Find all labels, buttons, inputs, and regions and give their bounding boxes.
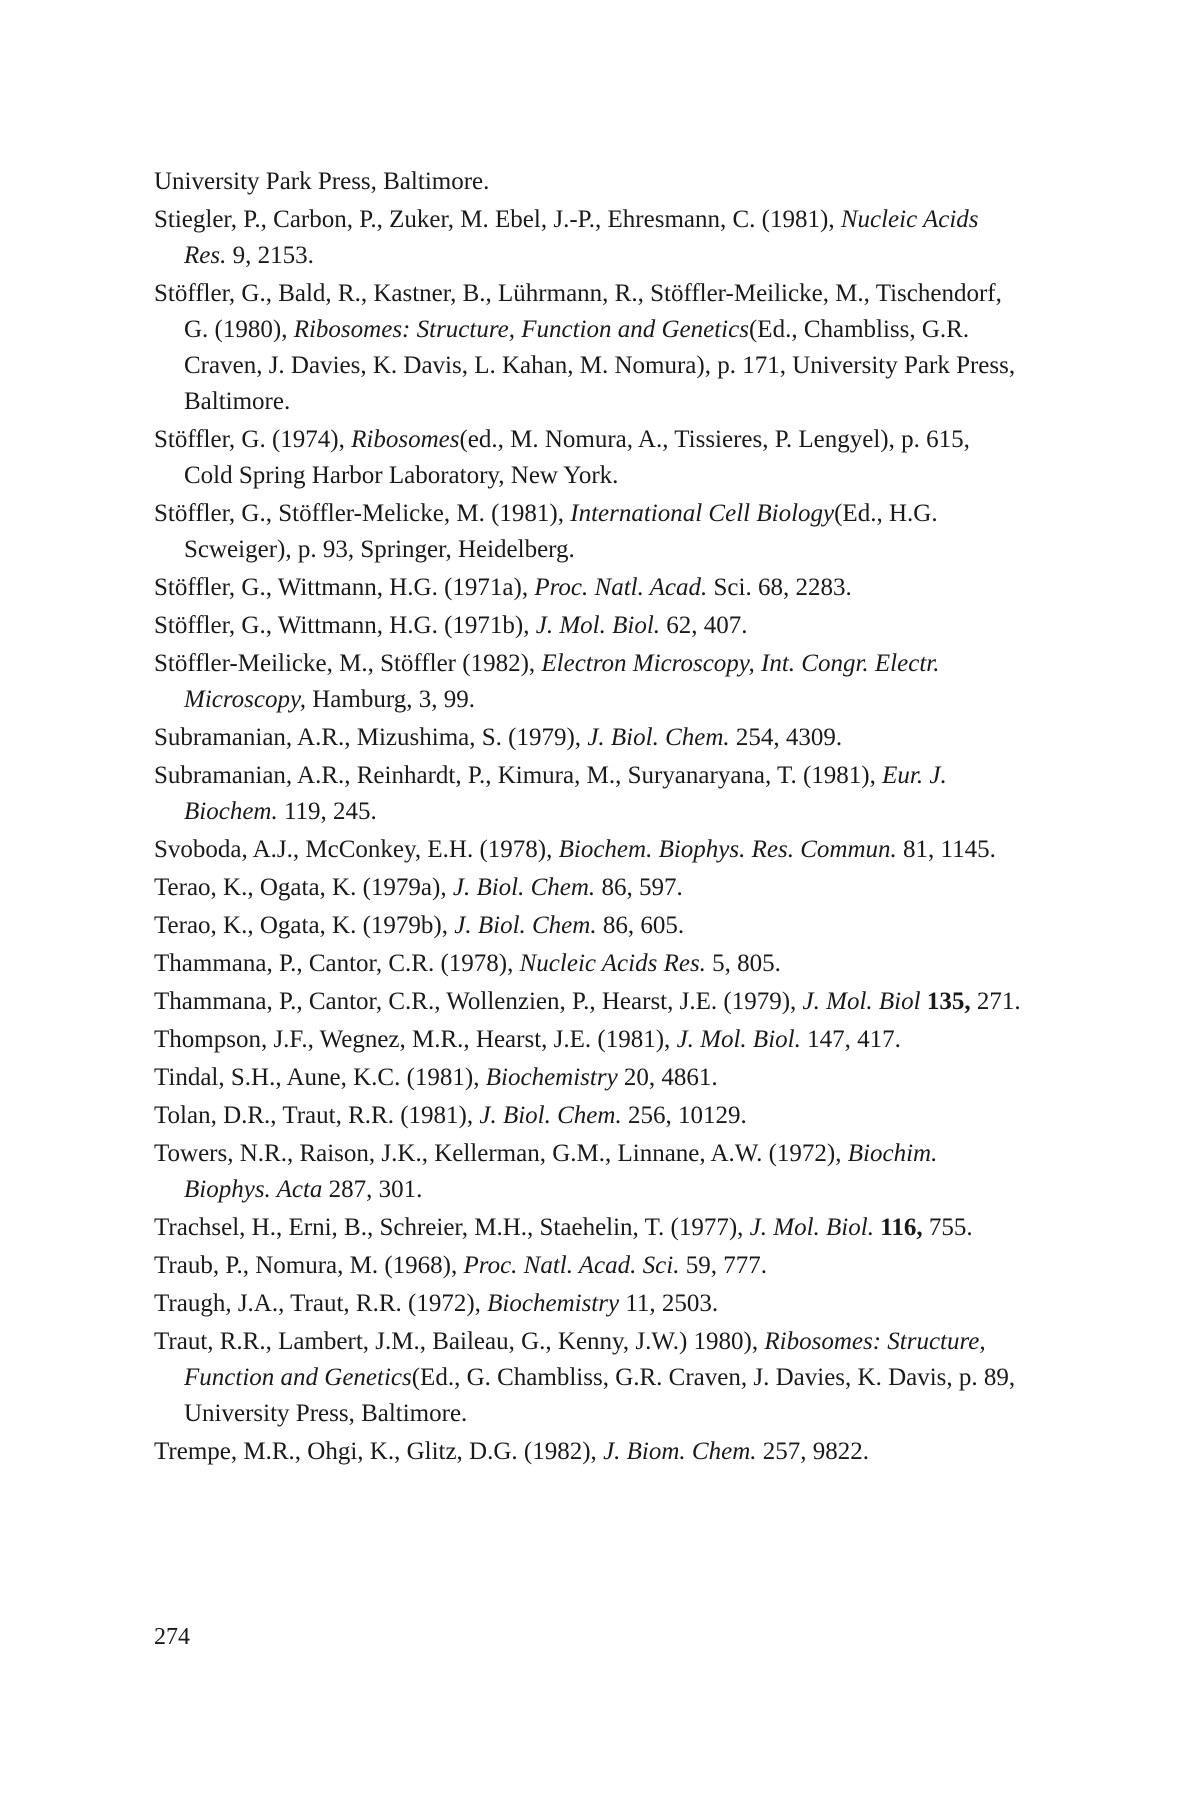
reference-entry — [154, 1434, 1024, 1470]
reference-entry — [154, 946, 1024, 982]
reference-text: Proc. Natl. Acad. Sci. — [463, 1252, 680, 1279]
reference-text: 9, 2153. — [226, 242, 314, 269]
reference-text: 62, 407. — [660, 612, 748, 639]
reference-text: Traugh, J.A., Traut, R.R. (1972), — [154, 1290, 488, 1317]
reference-text: Stöffler, G., Bald, R., Kastner, B., Lührmann, R., Stöffler-Meilicke, M., Tischendorf, G. (1980), — [154, 280, 1002, 343]
reference-text: Tindal, S.H., Aune, K.C. (1981), — [154, 1064, 486, 1091]
reference-text: 135, — [926, 988, 971, 1015]
reference-text: 86, 597. — [595, 874, 683, 901]
reference-text: 254, 4309. — [729, 724, 843, 751]
reference-text: Thammana, P., Cantor, C.R., Wollenzien, P., Hearst, J.E. (1979), — [154, 988, 803, 1015]
reference-entry — [154, 276, 1024, 420]
reference-list — [154, 164, 1024, 1472]
reference-text: 287, 301. — [322, 1176, 423, 1203]
reference-entry — [154, 758, 1024, 830]
reference-entry — [154, 908, 1024, 944]
reference-text: Towers, N.R., Raison, J.K., Kellerman, G.M., Linnane, A.W. (1972), — [154, 1140, 848, 1167]
reference-text: Ribosomes: Structure, Function and Genetics — [184, 1328, 986, 1391]
reference-text: Nucleic Acids Res. — [519, 950, 706, 977]
reference-text: J. Biol. Chem. — [452, 874, 596, 901]
reference-entry — [154, 570, 1024, 606]
reference-text: University Park Press, Baltimore. — [154, 168, 490, 195]
reference-entry — [154, 1098, 1024, 1134]
reference-text: J. Mol. Biol. — [535, 612, 661, 639]
reference-text: J. Biol. Chem. — [479, 1102, 622, 1129]
reference-text: 20, 4861. — [617, 1064, 718, 1091]
reference-text: Tolan, D.R., Traut, R.R. (1981), — [154, 1102, 480, 1129]
reference-entry — [154, 984, 1024, 1020]
reference-text: J. Mol. Biol. — [676, 1026, 801, 1053]
reference-text: 59, 777. — [679, 1252, 767, 1279]
reference-text: 256, 10129. — [621, 1102, 747, 1129]
reference-entry — [154, 1136, 1024, 1208]
reference-entry — [154, 1060, 1024, 1096]
reference-entry — [154, 720, 1024, 756]
reference-text: J. Biol. Chem. — [587, 724, 730, 751]
reference-text: Biochem. Biophys. Res. Commun. — [558, 836, 897, 863]
reference-entry — [154, 496, 1024, 568]
reference-entry — [154, 608, 1024, 644]
reference-text: Thammana, P., Cantor, C.R. (1978), — [154, 950, 520, 977]
reference-text: 116, — [880, 1214, 923, 1241]
reference-text: Terao, K., Ogata, K. (1979b), — [154, 912, 455, 939]
reference-entry — [154, 422, 1024, 494]
reference-text: Sci. 68, 2283. — [707, 574, 852, 601]
reference-text: 81, 1145. — [896, 836, 996, 863]
reference-text: Electron Microscopy, Int. Congr. Electr. Microscopy, — [184, 650, 940, 713]
reference-entry — [154, 1286, 1024, 1322]
reference-text: 257, 9822. — [756, 1438, 870, 1465]
reference-text: Thompson, J.F., Wegnez, M.R., Hearst, J.E. (1981), — [154, 1026, 677, 1053]
reference-text: 147, 417. — [800, 1026, 901, 1053]
reference-text: Stöffler, G., Wittmann, H.G. (1971b), — [154, 612, 536, 639]
reference-text: (Ed., H.G. Scweiger), p. 93, Springer, Heidelberg. — [184, 500, 938, 563]
reference-text: Trempe, M.R., Ohgi, K., Glitz, D.G. (1982), — [154, 1438, 604, 1465]
reference-text: Biochemistry — [487, 1290, 620, 1317]
reference-entry — [154, 202, 1024, 274]
reference-text: International Cell Biology — [570, 500, 835, 527]
reference-text: Traut, R.R., Lambert, J.M., Baileau, G., Kenny, J.W.) 1980), — [154, 1328, 765, 1355]
reference-text: Stiegler, P., Carbon, P., Zuker, M. Ebel, J.-P., Ehresmann, C. (1981), — [154, 206, 841, 233]
reference-entry — [154, 1324, 1024, 1432]
reference-text: J. Biol. Chem. — [454, 912, 597, 939]
reference-text: Stöffler, G., Stöffler-Melicke, M. (1981), — [154, 500, 571, 527]
reference-text: Ribosomes: Structure, Function and Genetics — [293, 316, 749, 343]
reference-text: (Ed., G. Chambliss, G.R. Craven, J. Davies, K. Davis, p. 89, University Press, Baltimore. — [184, 1364, 1016, 1427]
page-number: 274 — [154, 1624, 190, 1650]
reference-text: Biochemistry — [485, 1064, 618, 1091]
reference-text: Svoboda, A.J., McConkey, E.H. (1978), — [154, 836, 559, 863]
reference-text: Terao, K., Ogata, K. (1979a), — [154, 874, 453, 901]
reference-entry — [154, 1248, 1024, 1284]
reference-text: 86, 605. — [596, 912, 685, 939]
reference-text: (Ed., Chambliss, G.R. Craven, J. Davies, K. Davis, L. Kahan, M. Nomura), p. 171, University Park Press, Baltimore. — [184, 316, 1016, 415]
reference-text: Proc. Natl. Acad. — [534, 574, 708, 601]
reference-text: (ed., M. Nomura, A., Tissieres, P. Lengyel), p. 615, Cold Spring Harbor Laboratory, New York. — [184, 426, 970, 489]
reference-text: 119, 245. — [277, 798, 377, 825]
reference-text: Trachsel, H., Erni, B., Schreier, M.H., Staehelin, T. (1977), — [154, 1214, 750, 1241]
reference-text: 11, 2503. — [619, 1290, 719, 1317]
reference-text: J. Biom. Chem. — [603, 1438, 757, 1465]
reference-text: Stöffler-Meilicke, M., Stöffler (1982), — [154, 650, 542, 677]
reference-entry — [154, 832, 1024, 868]
reference-text: Subramanian, A.R., Reinhardt, P., Kimura, M., Suryanaryana, T. (1981), — [154, 762, 883, 789]
reference-text: Eur. J. Biochem. — [184, 762, 947, 825]
reference-text: Hamburg, 3, 99. — [305, 686, 475, 713]
reference-text: Nucleic Acids Res. — [184, 206, 979, 269]
reference-text: J. Mol. Biol — [802, 988, 921, 1015]
reference-text: 755. — [922, 1214, 973, 1241]
reference-entry — [154, 164, 1024, 200]
reference-entry — [154, 870, 1024, 906]
reference-entry — [154, 646, 1024, 718]
reference-text: J. Mol. Biol. — [749, 1214, 874, 1241]
reference-text: Biochim. Biophys. Acta — [184, 1140, 938, 1203]
reference-text: Stöffler, G., Wittmann, H.G. (1971a), — [154, 574, 535, 601]
reference-text: Ribosomes — [351, 426, 460, 453]
reference-entry — [154, 1022, 1024, 1058]
reference-text: Stöffler, G. (1974), — [154, 426, 352, 453]
reference-text: Traub, P., Nomura, M. (1968), — [154, 1252, 464, 1279]
reference-text: Subramanian, A.R., Mizushima, S. (1979), — [154, 724, 588, 751]
reference-text: 5, 805. — [705, 950, 781, 977]
reference-entry — [154, 1210, 1024, 1246]
reference-text: 271. — [970, 988, 1021, 1015]
